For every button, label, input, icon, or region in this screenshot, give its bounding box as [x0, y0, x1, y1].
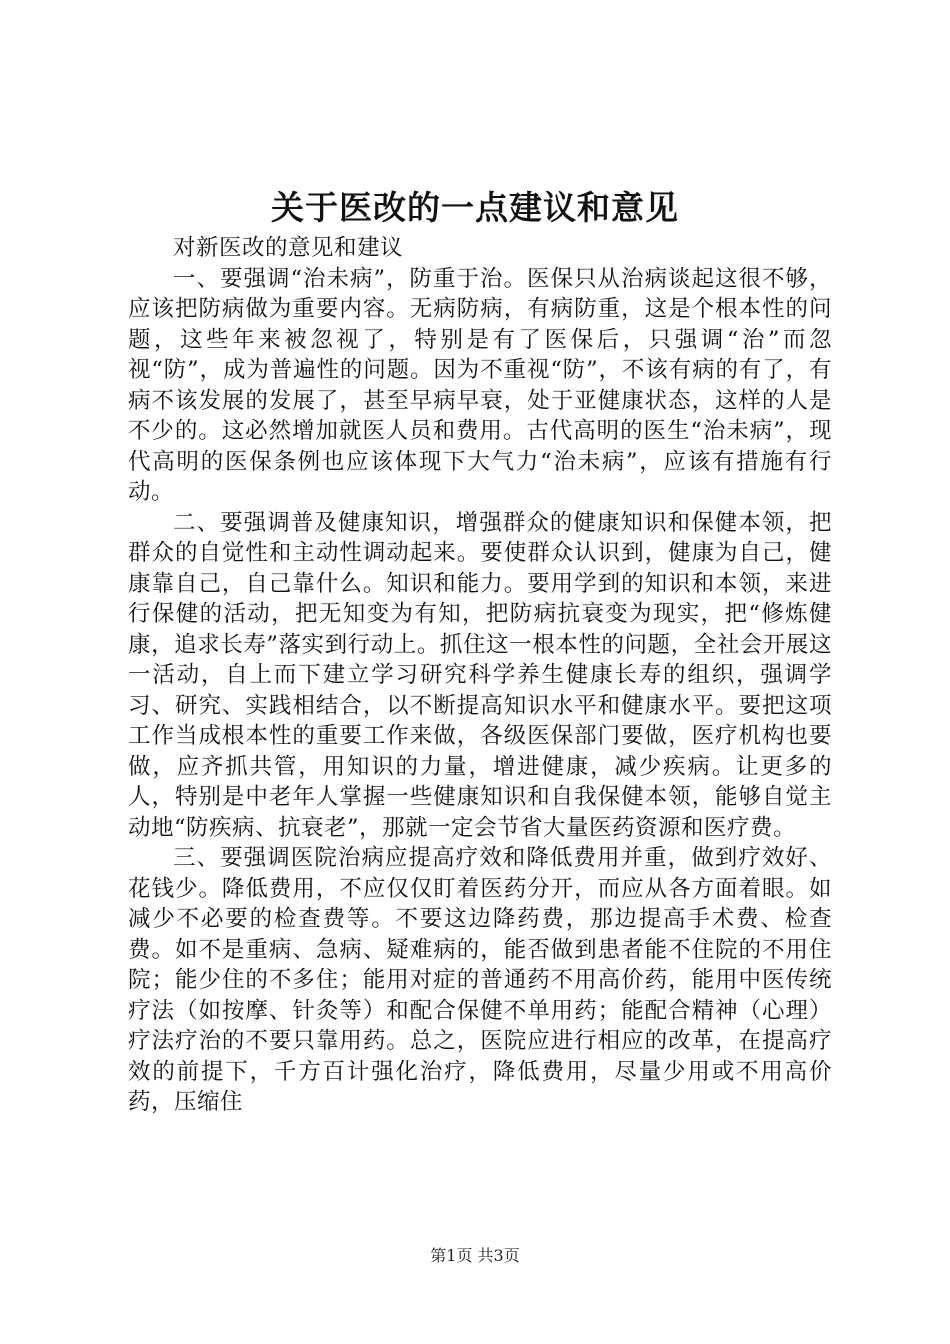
page-number-footer: 第1页 共3页	[430, 1246, 520, 1265]
paragraph-subtitle: 对新医改的意见和建议	[173, 235, 404, 261]
paragraph-1: 一、要强调“治未病”，防重于治。医保只从治病谈起这很不够，应该把防病做为重要内容。无病防病，有病防重，这是个根本性的问题，这些年来被忽视了，特别是有了医保后，只强调“治”而忽视“防”，成为普遍性的问题。因为不重视“防”，不该有病的有了，有病不该发展的发展了，甚至早病早衰，处于亚健康状态，这样的人是不少的。这必然增加就医人员和费用。古代高明的医生“治未病”，现代高明的医保条例也应该体现下大气力“治未病”，应该有措施有行动。	[128, 265, 832, 505]
document-body	[128, 233, 832, 1118]
paragraph-3: 三、要强调医院治病应提高疗效和降低费用并重，做到疗效好、花钱少。降低费用，不应仅仅盯着医药分开，而应从各方面着眼。如减少不必要的检查费等。不要这边降药费，那边提高手术费、检查费。如不是重病、急病、疑难病的，能否做到患者能不住院的不用住院；能少住的不多住；能用对症的普通药不用高价药，能用中医传统疗法（如按摩、针灸等）和配合保健不单用药；能配合精神（心理）疗法疗治的不要只靠用药。总之，医院应进行相应的改革，在提高疗效的前提下，千方百计强化治疗，降低费用，尽量少用或不用高价药，压缩住	[128, 845, 832, 1115]
document-title: 关于医改的一点建议和意见	[271, 188, 679, 227]
paragraph-2: 二、要强调普及健康知识，增强群众的健康知识和保健本领，把群众的自觉性和主动性调动起来。要使群众认识到，健康为自己，健康靠自己，自己靠什么。知识和能力。要用学到的知识和本领，来进行保健的活动，把无知变为有知，把防病抗衰变为现实，把“修炼健康，追求长寿”落实到行动上。抓住这一根本性的问题，全社会开展这一活动，自上而下建立学习研究科学养生健康长寿的组织，强调学习、研究、实践相结合，以不断提高知识水平和健康水平。要把这项工作当成根本性的重要工作来做，各级医保部门要做，医疗机构也要做，应齐抓共管，用知识的力量，增进健康，减少疾病。让更多的人，特别是中老年人掌握一些健康知识和自我保健本领，能够自觉主动地“防疾病、抗衰老”，那就一定会节省大量医药资源和医疗费。	[128, 509, 832, 841]
